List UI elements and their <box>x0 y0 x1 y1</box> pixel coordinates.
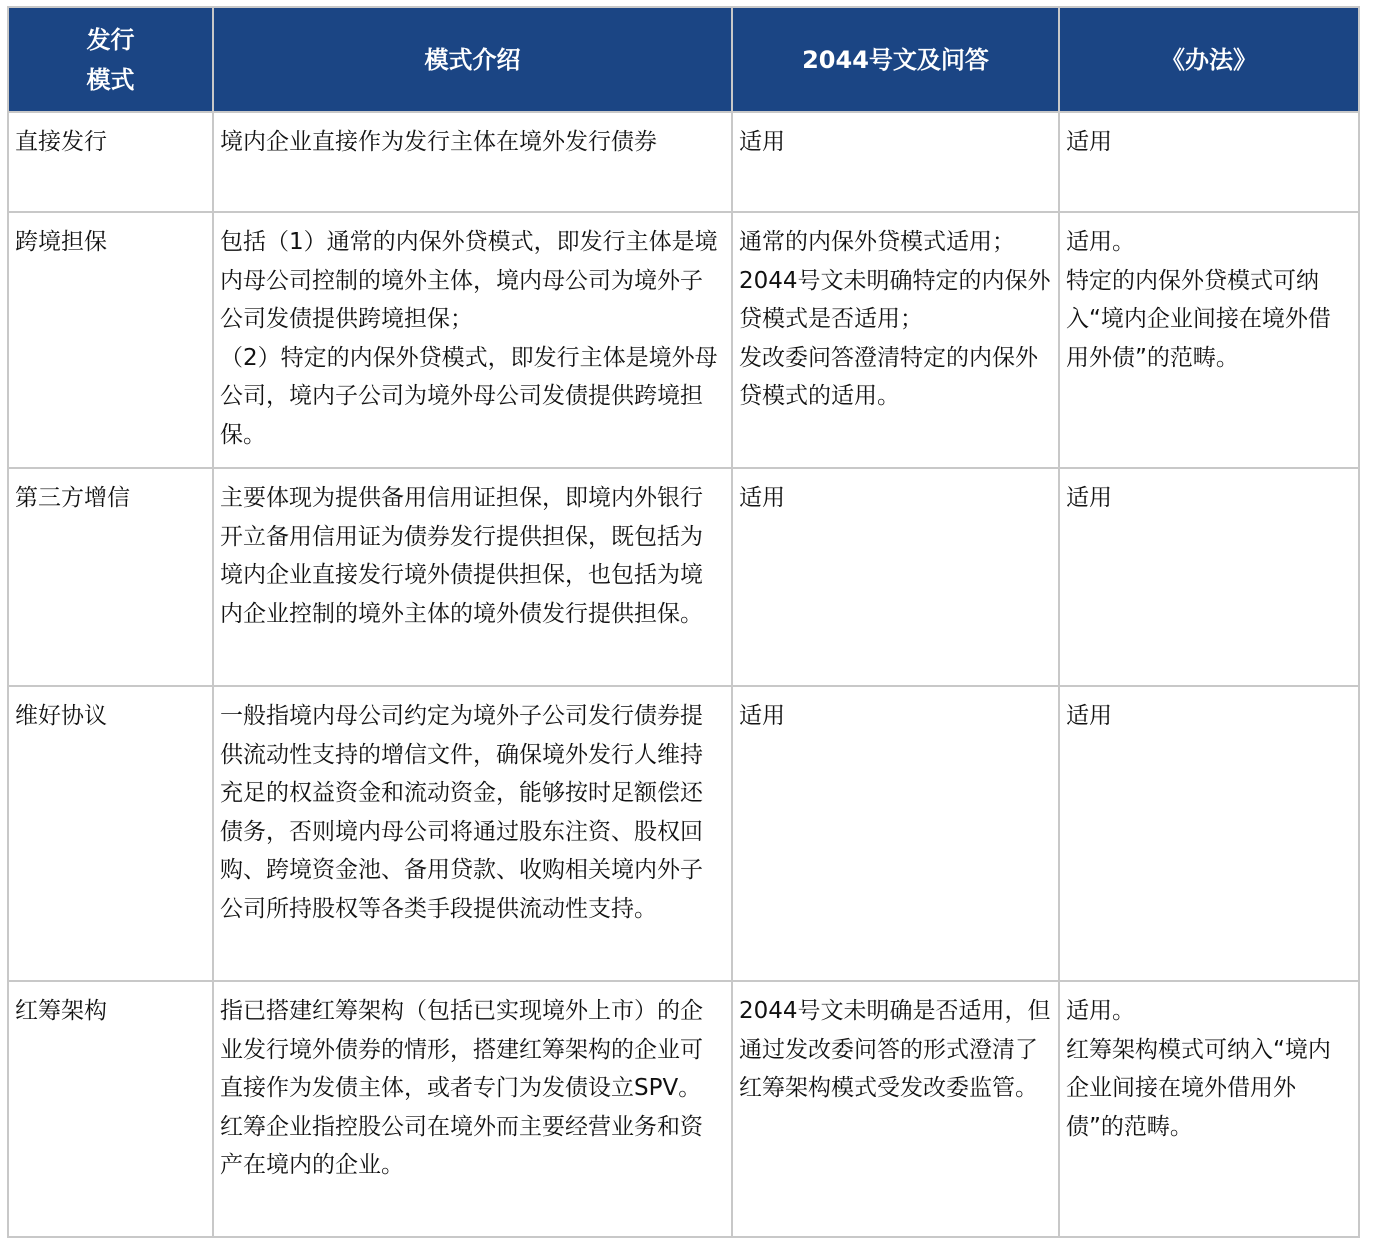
cell-text: 2044号文未明确是否适用，但通过发改委问答的形式澄清了红筹架构模式受发改委监管。 <box>739 998 1051 1101</box>
cell-text: 适用 <box>1066 703 1112 729</box>
cell-text: 指已搭建红筹架构（包括已实现境外上市）的企业发行境外债券的情形，搭建红筹架构的企业可直接作为发债主体，或者专门为发债设立SPV。 <box>220 998 703 1101</box>
cell-text: 发改委问答澄清特定的内保外贷模式的适用。 <box>739 344 1038 409</box>
cell-2044 <box>732 468 1059 686</box>
cell-2044 <box>732 686 1059 981</box>
cell-2044 <box>732 112 1059 212</box>
cell-text: 适用。 <box>1066 229 1135 255</box>
header-row <box>8 7 1359 112</box>
cell-mode: 第三方增信 <box>8 468 213 686</box>
cell-text: 适用 <box>1066 485 1112 511</box>
cell-text: 境内企业直接作为发行主体在境外发行债券 <box>220 129 657 155</box>
header-mode <box>8 7 213 112</box>
table-row <box>8 981 1359 1237</box>
cell-text: 适用。 <box>1066 998 1135 1024</box>
table-row <box>8 468 1359 686</box>
cell-text: 包括（1）通常的内保外贷模式，即发行主体是境内母公司控制的境外主体，境内母公司为境外子公司发债提供跨境担保； <box>220 229 718 332</box>
cell-text: 红筹企业指控股公司在境外而主要经营业务和资产在境内的企业。 <box>220 1113 703 1178</box>
cell-text: 2044号文未明确特定的内保外贷模式是否适用； <box>739 267 1051 332</box>
cell-intro <box>213 981 732 1237</box>
cell-measures <box>1059 212 1359 468</box>
table-row <box>8 686 1359 981</box>
cell-text: 适用 <box>739 129 785 155</box>
cell-text: 一般指境内母公司约定为境外子公司发行债券提供流动性支持的增信文件，确保境外发行人维持充足的权益资金和流动资金，能够按时足额偿还债务，否则境内母公司将通过股东注资、股权回购、跨境资金池、备用贷款、收购相关境内外子公司所持股权等各类手段提供流动性支持。 <box>220 703 703 922</box>
header-2044: 2044号文及问答 <box>732 7 1059 112</box>
header-intro: 模式介绍 <box>213 7 732 112</box>
header-mode-line1: 发行 <box>86 25 135 54</box>
cell-2044 <box>732 981 1059 1237</box>
table-row <box>8 212 1359 468</box>
cell-text: 通常的内保外贷模式适用； <box>739 229 1015 255</box>
cell-intro <box>213 686 732 981</box>
table-row <box>8 112 1359 212</box>
cell-text: 红筹架构模式可纳入“境内企业间接在境外借用外债”的范畴。 <box>1066 1036 1331 1140</box>
cell-measures <box>1059 981 1359 1237</box>
cell-text: 适用 <box>1066 129 1112 155</box>
header-mode-line2: 模式 <box>86 65 135 94</box>
cell-measures <box>1059 686 1359 981</box>
cell-text: 适用 <box>739 485 785 511</box>
cell-measures <box>1059 112 1359 212</box>
cell-mode: 维好协议 <box>8 686 213 981</box>
cell-text: 主要体现为提供备用信用证担保，即境内外银行开立备用信用证为债券发行提供担保，既包括为境内企业直接发行境外债提供担保，也包括为境内企业控制的境外主体的境外债发行提供担保。 <box>220 485 703 627</box>
bond-issuance-mode-table <box>7 6 1360 1238</box>
cell-mode: 红筹架构 <box>8 981 213 1237</box>
cell-intro <box>213 112 732 212</box>
cell-text: 适用 <box>739 703 785 729</box>
cell-mode: 跨境担保 <box>8 212 213 468</box>
cell-text: （2）特定的内保外贷模式，即发行主体是境外母公司，境内子公司为境外母公司发债提供跨境担保。 <box>220 344 718 448</box>
cell-2044 <box>732 212 1059 468</box>
cell-text: 特定的内保外贷模式可纳入“境内企业间接在境外借用外债”的范畴。 <box>1066 267 1331 371</box>
cell-intro <box>213 468 732 686</box>
cell-measures <box>1059 468 1359 686</box>
cell-intro <box>213 212 732 468</box>
header-measures: 《办法》 <box>1059 7 1359 112</box>
cell-mode: 直接发行 <box>8 112 213 212</box>
